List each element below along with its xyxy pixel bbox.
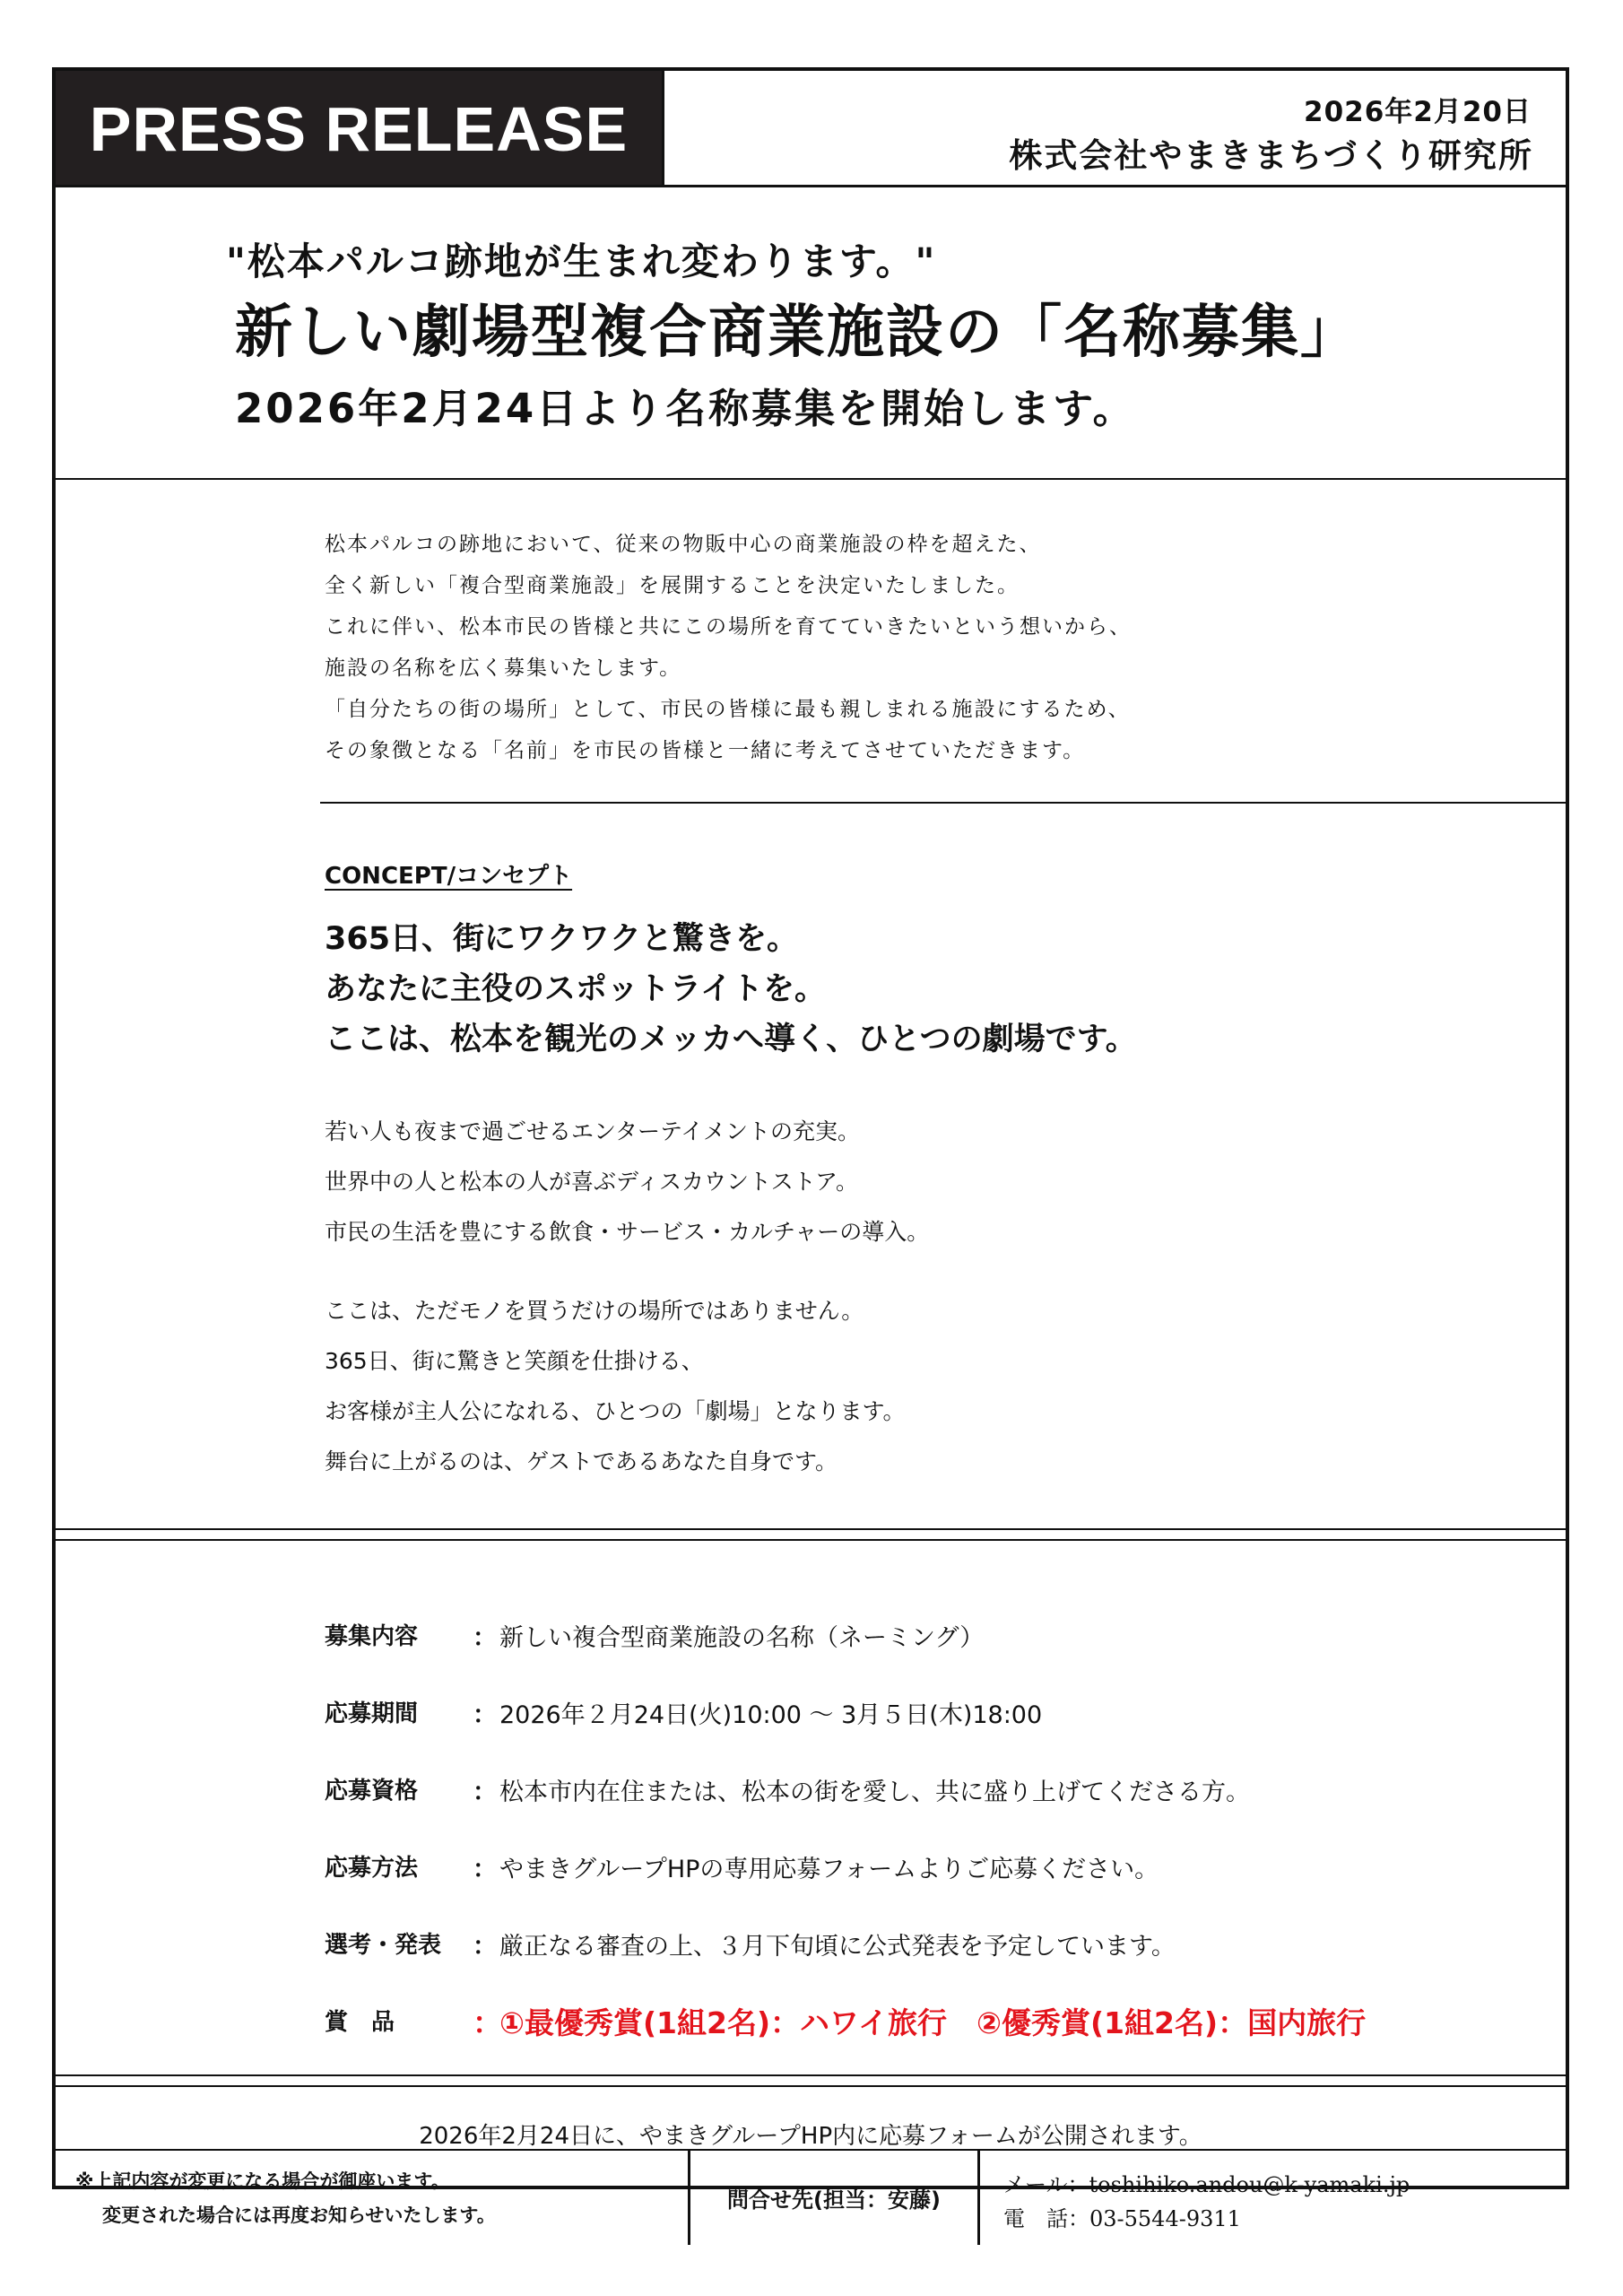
detail-label: 選考・発表	[325, 1932, 442, 1959]
title-subtitle: 2026年2月24日より名称募集を開始します。	[235, 385, 1136, 432]
detail-colon: ：	[473, 1933, 497, 1961]
footer-note-line: ※上記内容が変更になる場合が御座います。	[75, 2170, 450, 2192]
header-divider	[56, 185, 1566, 187]
concept-features	[325, 1107, 929, 1257]
intro-text	[325, 524, 1132, 771]
detail-colon: ：	[473, 1779, 497, 1806]
detail-colon: ：	[473, 1856, 497, 1883]
title-quote: "松本パルコ跡地が生まれ変わります。"	[226, 239, 937, 283]
company-name: 株式会社やまきまちづくり研究所	[1009, 136, 1533, 175]
footer-note-line: 変更された場合には再度お知らせいたします。	[102, 2205, 496, 2226]
concept-closing-line: ここは、ただモノを買うだけの場所ではありません。	[325, 1298, 864, 1324]
header-info	[662, 71, 1566, 187]
prize-value: ①最優秀賞(1組2名)：ハワイ旅行 ②優秀賞(1組2名)：国内旅行	[499, 2005, 1367, 2040]
release-date: 2026年2月20日	[1304, 96, 1532, 128]
detail-value: 新しい複合型商業施設の名称（ネーミング）	[499, 1624, 985, 1652]
detail-label: 募集内容	[325, 1623, 419, 1650]
detail-value: 厳正なる審査の上、３月下旬頃に公式発表を予定しています。	[499, 1933, 1176, 1961]
concept-feature-line: 世界中の人と松本の人が喜ぶディスカウントストア。	[325, 1169, 859, 1195]
press-release-badge	[56, 71, 662, 187]
concept-divider-bottom	[56, 1539, 1566, 1541]
concept-closing-line: お客様が主人公になれる、ひとつの「劇場」となります。	[325, 1398, 906, 1424]
concept-closing-line: 舞台に上がるのは、ゲストであるあなた自身です。	[325, 1448, 838, 1474]
intro-line: 全く新しい「複合型商業施設」を展開することを決定いたしました。	[325, 574, 1020, 597]
footer-note	[56, 2151, 690, 2245]
concept-closing-line: 365日、街に驚きと笑顔を仕掛ける、	[325, 1348, 704, 1374]
detail-label: 応募資格	[325, 1778, 419, 1805]
press-release-badge-text: PRESS RELEASE	[89, 94, 629, 164]
concept-feature-line: 市民の生活を豊にする飲食・サービス・カルチャーの導入。	[325, 1219, 930, 1245]
intro-line: これに伴い、松本市民の皆様と共にこの場所を育てていきたいという想いから、	[325, 615, 1132, 639]
footer	[56, 2151, 1566, 2245]
intro-divider	[320, 802, 1566, 804]
contact-info	[980, 2151, 1566, 2245]
title-main: 新しい劇場型複合商業施設の「名称募集」	[235, 300, 1359, 366]
details-divider-bottom	[56, 2085, 1566, 2087]
intro-line: 「自分たちの街の場所」として、市民の皆様に最も親しまれる施設にするため、	[325, 698, 1131, 721]
details-divider-top	[56, 2074, 1566, 2076]
press-release-frame	[52, 67, 1569, 2231]
detail-colon: ：	[473, 1701, 497, 1729]
detail-label: 応募期間	[325, 1700, 419, 1727]
concept-feature-line: 若い人も夜まで過ごせるエンターテイメントの充実。	[325, 1118, 861, 1144]
detail-value: 松本市内在住または、松本の街を愛し、共に盛り上げてくださる方。	[499, 1779, 1250, 1806]
intro-line: その象徴となる「名前」を市民の皆様と一緒に考えてさせていただきます。	[325, 739, 1086, 762]
concept-heading: CONCEPT/コンセプト	[325, 863, 573, 890]
concept-headline-line: ここは、松本を観光のメッカへ導く、ひとつの劇場です。	[325, 1022, 1137, 1057]
concept-headline-line: あなたに主役のスポットライトを。	[325, 971, 826, 1007]
detail-value: やまきグループHPの専用応募フォームよりご応募ください。	[499, 1856, 1159, 1883]
intro-line: 施設の名称を広く募集いたします。	[325, 657, 682, 680]
concept-closing	[325, 1286, 906, 1487]
contact-phone[interactable]: 電 話：03-5544-9311	[1003, 2206, 1241, 2231]
contact-email[interactable]: メール：toshihiko.andou@k-yamaki.jp	[1003, 2172, 1410, 2197]
contact-label: 問合せ先(担当：安藤)	[690, 2151, 980, 2245]
title-divider	[56, 478, 1566, 480]
concept-divider-top	[56, 1528, 1566, 1530]
detail-label: 賞 品	[325, 2009, 395, 2036]
detail-colon: ：	[473, 1624, 497, 1652]
concept-headline	[325, 914, 1137, 1065]
concept-headline-line: 365日、街にワクワクと驚きを。	[325, 921, 799, 957]
intro-line: 松本パルコの跡地において、従来の物販中心の商業施設の枠を超えた、	[325, 533, 1042, 556]
detail-label: 応募方法	[325, 1855, 419, 1882]
form-notice: 2026年2月24日に、やまきグループHP内に応募フォームが公開されます。	[419, 2123, 1202, 2150]
detail-value: 2026年２月24日(火)10:00 〜 3月５日(木)18:00	[499, 1701, 1043, 1729]
detail-colon: ：	[473, 2005, 502, 2040]
